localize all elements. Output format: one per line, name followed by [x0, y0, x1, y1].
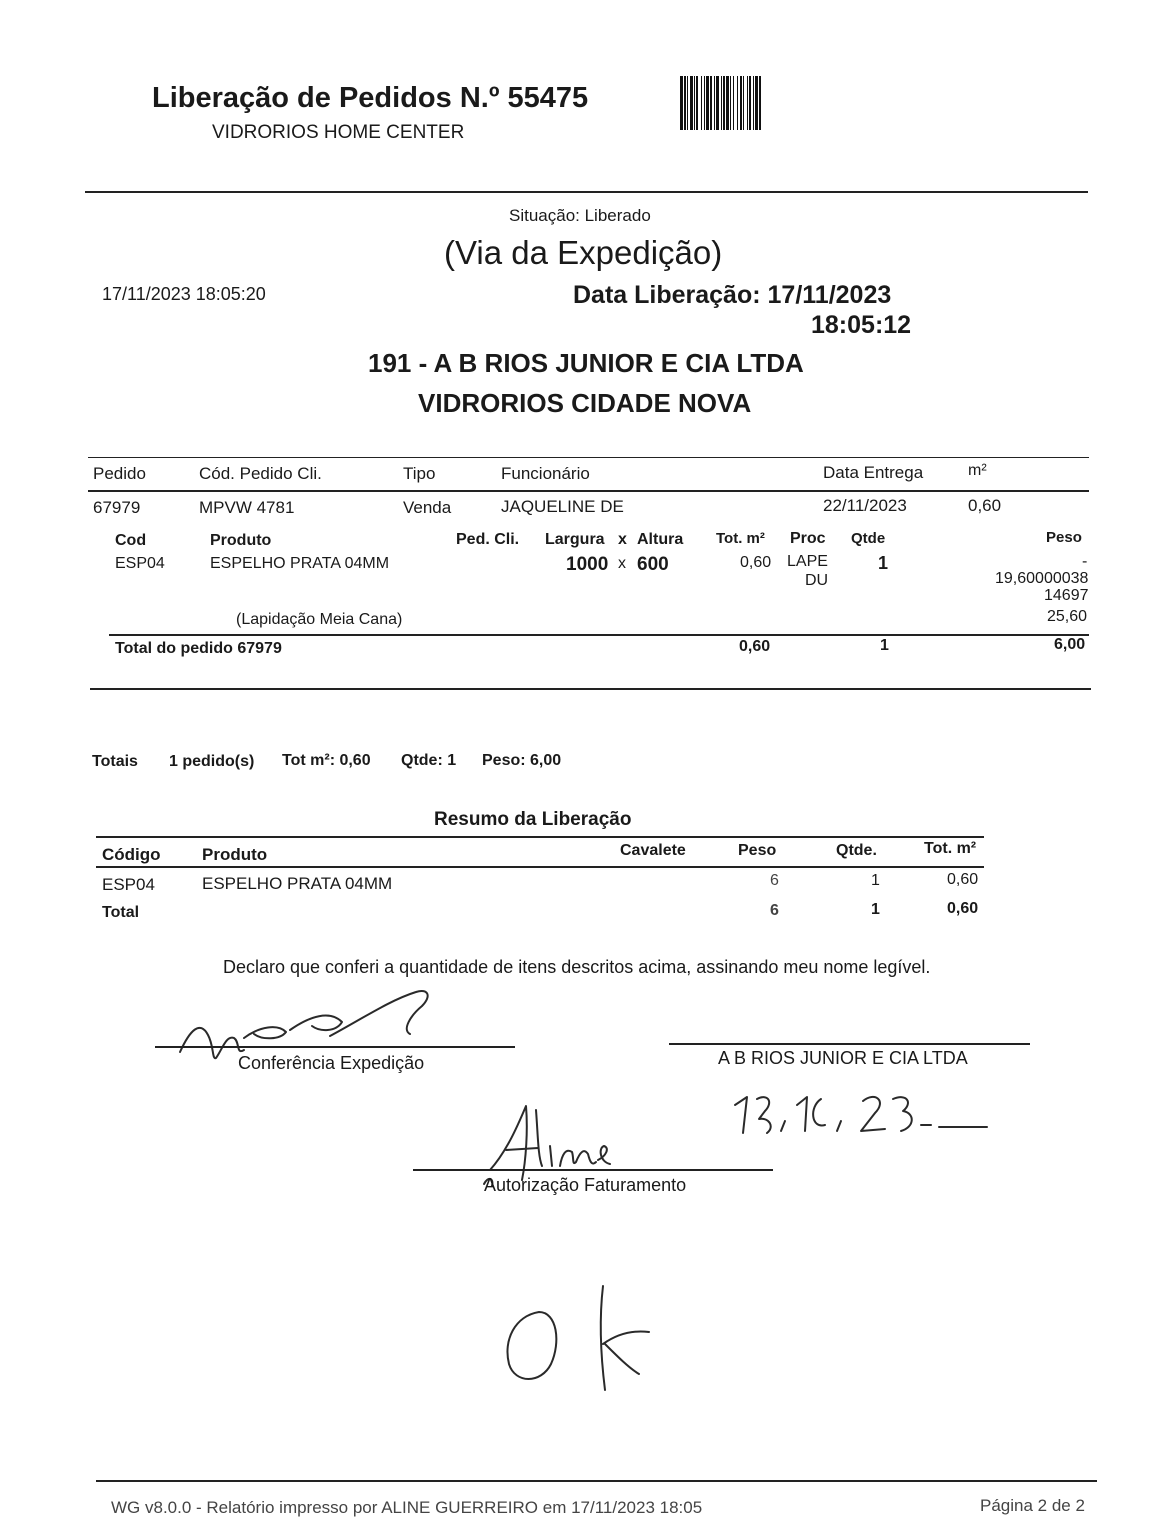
m2-value: 0,60 [968, 496, 1002, 515]
order-total-label: Total do pedido 67979 [115, 640, 282, 657]
totals-tot-m2: Tot m²: 0,60 [282, 752, 371, 769]
item-col-proc: Proc [790, 530, 826, 547]
company-signature-label: A B RIOS JUNIOR E CIA LTDA [718, 1048, 968, 1068]
data-liberacao-time: 18:05:12 [811, 311, 912, 339]
company-signature-line [669, 1043, 1030, 1045]
barcode-icon [680, 76, 860, 132]
situacao-text: Situação: Liberado [509, 206, 651, 225]
col-pedido-label: Pedido [93, 464, 146, 483]
item-peso-dash: - [1082, 553, 1088, 570]
client-name: 191 - A B RIOS JUNIOR E CIA LTDA [368, 348, 804, 378]
totals-qtde: Qtde: 1 [401, 752, 457, 769]
data-entrega-value: 22/11/2023 [823, 496, 907, 515]
resumo-total-peso: 6 [770, 902, 779, 919]
resumo-col-qtde: Qtde. [836, 842, 877, 859]
printed-datetime: 17/11/2023 18:05:20 [102, 284, 266, 304]
item-col-largura: Largura [545, 531, 605, 548]
resumo-row-produto: ESPELHO PRATA 04MM [202, 874, 393, 893]
resumo-total-tot-m2: 0,60 [947, 900, 979, 917]
order-total-peso: 6,00 [1054, 636, 1086, 653]
resumo-col-peso: Peso [738, 842, 777, 859]
handwritten-date [725, 1085, 995, 1145]
company-name: VIDRORIOS HOME CENTER [212, 122, 465, 143]
footer-printed-by: WG v8.0.0 - Relatório impresso por ALINE GUERREIRO em 17/11/2023 18:05 [111, 1498, 703, 1517]
order-total-qtde: 1 [880, 637, 889, 654]
autorizacao-line [413, 1169, 773, 1171]
resumo-row-qtde: 1 [871, 872, 880, 889]
item-col-tot-m2: Tot. m² [716, 530, 765, 547]
order-header-divider [88, 490, 1089, 492]
item-col-ped-cli: Ped. Cli. [456, 531, 520, 548]
totals-peso: Peso: 6,00 [482, 752, 562, 769]
totals-pedidos: 1 pedido(s) [169, 753, 255, 770]
resumo-col-cavalete: Cavalete [620, 842, 686, 859]
tipo-value: Venda [403, 498, 452, 517]
item-altura: 600 [637, 554, 669, 575]
resumo-row-tot-m2: 0,60 [947, 871, 979, 888]
resumo-col-codigo: Código [102, 845, 161, 864]
item-x: x [618, 555, 626, 572]
conferencia-label: Conferência Expedição [238, 1053, 425, 1073]
order-total-m2: 0,60 [739, 638, 771, 655]
totals-label: Totais [92, 753, 138, 770]
pedido-value: 67979 [93, 498, 141, 517]
footer-page: Página 2 de 2 [980, 1496, 1085, 1515]
item-note: (Lapidação Meia Cana) [236, 611, 403, 628]
document-title: Liberação de Pedidos N.º 55475 [152, 82, 589, 114]
cod-pedido-cli-value: MPVW 4781 [199, 498, 295, 517]
item-col-peso: Peso [1046, 529, 1082, 546]
item-proc-line2: DU [805, 572, 829, 589]
resumo-col-produto: Produto [202, 845, 268, 864]
autorizacao-label: Autorização Faturamento [484, 1175, 687, 1195]
order-table-top-line [88, 457, 1089, 458]
resumo-header-divider [96, 866, 984, 868]
resumo-row-codigo: ESP04 [102, 875, 155, 894]
conferencia-line [155, 1046, 515, 1048]
item-total-divider [109, 634, 1089, 636]
item-largura: 1000 [566, 554, 609, 575]
col-tipo-label: Tipo [403, 464, 436, 483]
item-produto: ESPELHO PRATA 04MM [210, 555, 390, 572]
resumo-total-label: Total [102, 904, 140, 921]
item-col-cod: Cod [115, 532, 147, 549]
client-store: VIDRORIOS CIDADE NOVA [418, 388, 752, 418]
header-divider [85, 191, 1088, 193]
footer-line [96, 1480, 1097, 1482]
col-m2-label: m² [968, 462, 987, 479]
resumo-total-qtde: 1 [871, 901, 880, 918]
handwritten-ok [495, 1280, 665, 1400]
item-peso-line3: 25,60 [1047, 608, 1088, 625]
resumo-row-peso: 6 [770, 872, 779, 889]
item-col-altura: Altura [637, 531, 684, 548]
resumo-top-line [96, 836, 984, 838]
col-data-entrega-label: Data Entrega [823, 463, 924, 482]
item-cod: ESP04 [115, 555, 165, 572]
item-peso-line1: 19,60000038 [995, 570, 1089, 587]
resumo-title: Resumo da Liberação [434, 809, 632, 830]
col-cod-pedido-cli-label: Cód. Pedido Cli. [199, 464, 322, 483]
item-qtde: 1 [878, 553, 889, 573]
item-col-qtde: Qtde [851, 530, 886, 547]
declaration-text: Declaro que conferi a quantidade de itens descritos acima, assinando meu nome legível. [223, 957, 931, 977]
funcionario-value: JAQUELINE DE [501, 497, 624, 516]
item-tot-m2: 0,60 [740, 554, 772, 571]
order-bottom-line [90, 688, 1091, 690]
item-proc-line1: LAPE [787, 553, 828, 570]
item-col-x: x [618, 531, 627, 548]
col-funcionario-label: Funcionário [501, 464, 590, 483]
item-peso-line2: 14697 [1044, 587, 1089, 604]
item-col-produto: Produto [210, 532, 272, 549]
resumo-col-tot-m2: Tot. m² [924, 840, 977, 857]
via-title: (Via da Expedição) [444, 234, 723, 271]
data-liberacao: Data Liberação: 17/11/2023 [573, 281, 892, 309]
